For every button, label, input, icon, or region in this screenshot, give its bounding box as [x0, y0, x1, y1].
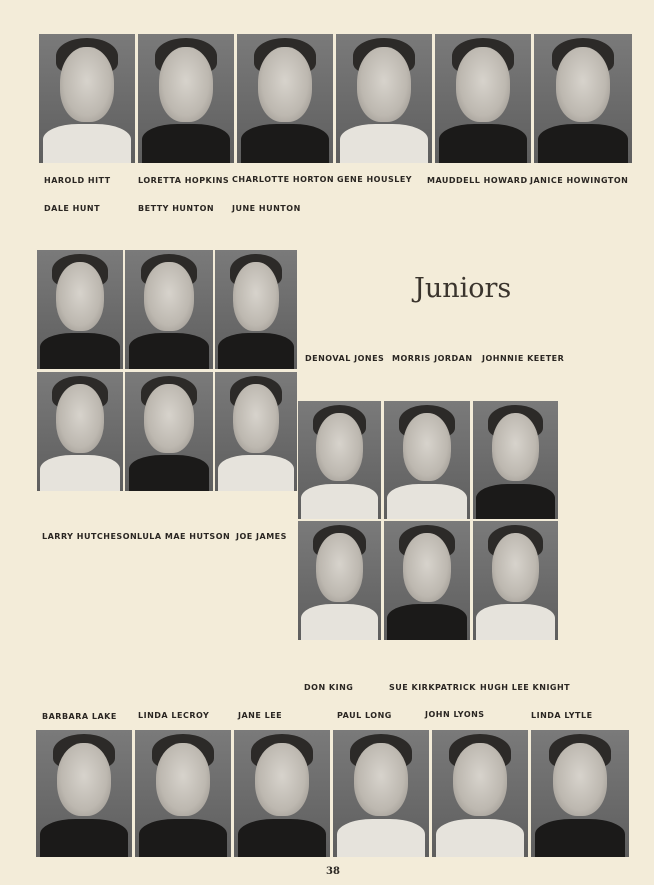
portrait-photo [531, 730, 629, 857]
name-caption: LINDA LECROY [138, 711, 210, 720]
portrait-photo [125, 372, 213, 491]
name-caption: JOHN LYONS [425, 710, 485, 719]
portrait-photo [333, 730, 429, 857]
name-caption: BARBARA LAKE [42, 712, 117, 721]
name-caption: LARRY HUTCHESON [42, 532, 138, 541]
portrait-photo [534, 34, 632, 163]
name-caption: CHARLOTTE HORTON [232, 175, 335, 184]
name-caption: JOHNNIE KEETER [482, 354, 565, 363]
portrait-photo [473, 401, 558, 519]
portrait-photo [432, 730, 528, 857]
name-caption: LORETTA HOPKINS [138, 176, 230, 185]
name-caption: JANICE HOWINGTON [530, 176, 629, 185]
name-caption: MORRIS JORDAN [392, 354, 473, 363]
portrait-photo [384, 521, 470, 640]
name-caption: JOE JAMES [236, 532, 287, 541]
section-title: Juniors [414, 273, 512, 304]
name-caption: JUNE HUNTON [232, 204, 301, 213]
portrait-photo [234, 730, 330, 857]
portrait-photo [125, 250, 213, 369]
name-caption: JANE LEE [238, 711, 283, 720]
name-caption: HAROLD HITT [44, 176, 111, 185]
portrait-photo [298, 401, 381, 519]
portrait-photo [336, 34, 432, 163]
portrait-photo [39, 34, 135, 163]
portrait-photo [473, 521, 558, 640]
portrait-photo [298, 521, 381, 640]
portrait-photo [215, 372, 297, 491]
name-caption: LINDA LYTLE [531, 711, 593, 720]
name-caption: DALE HUNT [44, 204, 101, 213]
portrait-photo [36, 730, 132, 857]
name-caption: DENOVAL JONES [305, 354, 385, 363]
portrait-photo [37, 372, 123, 491]
portrait-photo [135, 730, 231, 857]
name-caption: DON KING [304, 683, 354, 692]
name-caption: HUGH LEE KNIGHT [480, 683, 571, 692]
portrait-photo [138, 34, 234, 163]
portrait-photo [237, 34, 333, 163]
name-caption: BETTY HUNTON [138, 204, 215, 213]
portrait-photo [384, 401, 470, 519]
name-caption: LULA MAE HUTSON [137, 532, 231, 541]
portrait-photo [435, 34, 531, 163]
name-caption: MAUDDELL HOWARD [427, 176, 528, 185]
name-caption: GENE HOUSLEY [337, 175, 413, 184]
page-number: 38 [326, 866, 340, 877]
name-caption: SUE KIRKPATRICK [389, 683, 476, 692]
portrait-photo [215, 250, 297, 369]
portrait-photo [37, 250, 123, 369]
name-caption: PAUL LONG [337, 711, 392, 720]
